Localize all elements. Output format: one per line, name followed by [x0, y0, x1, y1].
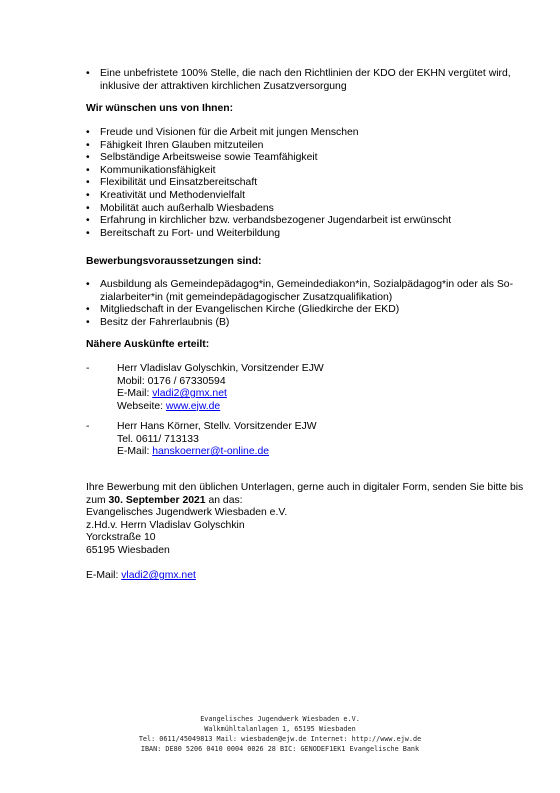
contacts-heading: Nähere Auskünfte erteilt:: [86, 339, 210, 350]
list-item: • Fähigkeit Ihren Glauben mitzuteilen: [86, 140, 526, 153]
closing-prefix: zum: [86, 494, 109, 506]
email-link[interactable]: vladi2@gmx.net: [152, 388, 227, 400]
closing-suffix: an das:: [205, 494, 243, 506]
footer-line-2: Walkmühltalanlagen 1, 65195 Wiesbaden: [204, 725, 356, 733]
footer-line-4: IBAN: DE80 5206 0410 0004 0026 28 BIC: GENODEF1EK1 Evangelische Bank: [140, 745, 420, 753]
contact-email-row: [117, 446, 417, 459]
requirements-heading: Bewerbungsvoraussetzungen sind:: [86, 256, 262, 267]
closing-email-row: [86, 570, 526, 583]
list-item: • Ausbildung als Gemeindepädagog*in, Gemeindediakon*in, Sozialpädagog*in oder als So-zialarbeiter*in (mit gemeindepädagogischer Zusatzqualifikation): [86, 279, 526, 304]
list-item: • Mobilität auch außerhalb Wiesbadens: [86, 203, 526, 216]
list-item: • Freude und Visionen für die Arbeit mit jungen Menschen: [86, 127, 526, 140]
contact-phone: Tel. 0611/ 713133: [117, 433, 199, 445]
footer-line-3: Tel: 0611/45049813 Mail: wiesbaden@ejw.de Internet: http://www.ejw.de: [138, 735, 422, 743]
closing-line-2: [86, 495, 526, 508]
contact-web-row: [117, 401, 417, 414]
requirements-list: [86, 279, 526, 329]
list-item: • Besitz der Fahrerlaubnis (B): [86, 317, 526, 330]
email-label: E-Mail:: [117, 388, 153, 400]
contact-2-details: [117, 421, 417, 459]
intro-bullet-list: [86, 68, 526, 93]
contact-phone: Mobil: 0176 / 67330594: [117, 375, 226, 387]
web-label: Webseite:: [117, 400, 166, 412]
list-item: • Kreativität und Methodenvielfalt: [86, 190, 526, 203]
address-street: Yorckstraße 10: [86, 532, 156, 544]
contact-name: Herr Vladislav Golyschkin, Vorsitzender EJW: [117, 363, 324, 374]
list-item: • Mitgliedschaft in der Evangelischen Kirche (Gliedkirche der EKD): [86, 304, 526, 317]
deadline: 30. September 2021: [108, 494, 206, 506]
contact-name: Herr Hans Körner, Stellv. Vorsitzender EJW: [117, 421, 317, 432]
email-label: E-Mail:: [117, 446, 153, 458]
contact-1-details: [117, 363, 417, 413]
list-item: • Kommunikationsfähigkeit: [86, 165, 526, 178]
address-org: Evangelisches Jugendwerk Wiesbaden e.V.: [86, 507, 288, 519]
closing-block: [86, 482, 526, 583]
spacer: [86, 558, 526, 571]
list-item: • Bereitschaft zu Fort- und Weiterbildung: [86, 228, 526, 241]
dash-marker: -: [86, 363, 90, 374]
email-link[interactable]: hanskoerner@t-online.de: [152, 446, 270, 458]
list-item: • Selbständige Arbeitsweise sowie Teamfähigkeit: [86, 152, 526, 165]
closing-line-1: Ihre Bewerbung mit den üblichen Unterlagen, gerne auch in digitaler Form, senden Sie bitte bis: [86, 482, 524, 493]
wishes-list: [86, 127, 526, 240]
email-link[interactable]: vladi2@gmx.net: [121, 570, 196, 582]
list-item: • Erfahrung in kirchlicher bzw. verbandsbezogener Jugendarbeit ist erwünscht: [86, 215, 526, 228]
intro-bullet: • Eine unbefristete 100% Stelle, die nach den Richtlinien der KDO der EKHN vergütet wird, inklusive der attraktiven kirchlichen Zusatzversorgung: [86, 68, 526, 93]
wishes-heading: Wir wünschen uns von Ihnen:: [86, 103, 234, 114]
address-city: 65195 Wiesbaden: [86, 544, 170, 556]
contact-email-row: [117, 388, 417, 401]
footer-line-1: Evangelisches Jugendwerk Wiesbaden e.V.: [200, 715, 360, 723]
letterhead-footer: [0, 714, 560, 754]
website-link[interactable]: www.ejw.de: [165, 400, 221, 412]
dash-marker: -: [86, 421, 90, 432]
email-label: E-Mail:: [86, 570, 122, 582]
list-item: • Flexibilität und Einsatzbereitschaft: [86, 177, 526, 190]
address-attn: z.Hd.v. Herrn Vladislav Golyschkin: [86, 519, 245, 531]
